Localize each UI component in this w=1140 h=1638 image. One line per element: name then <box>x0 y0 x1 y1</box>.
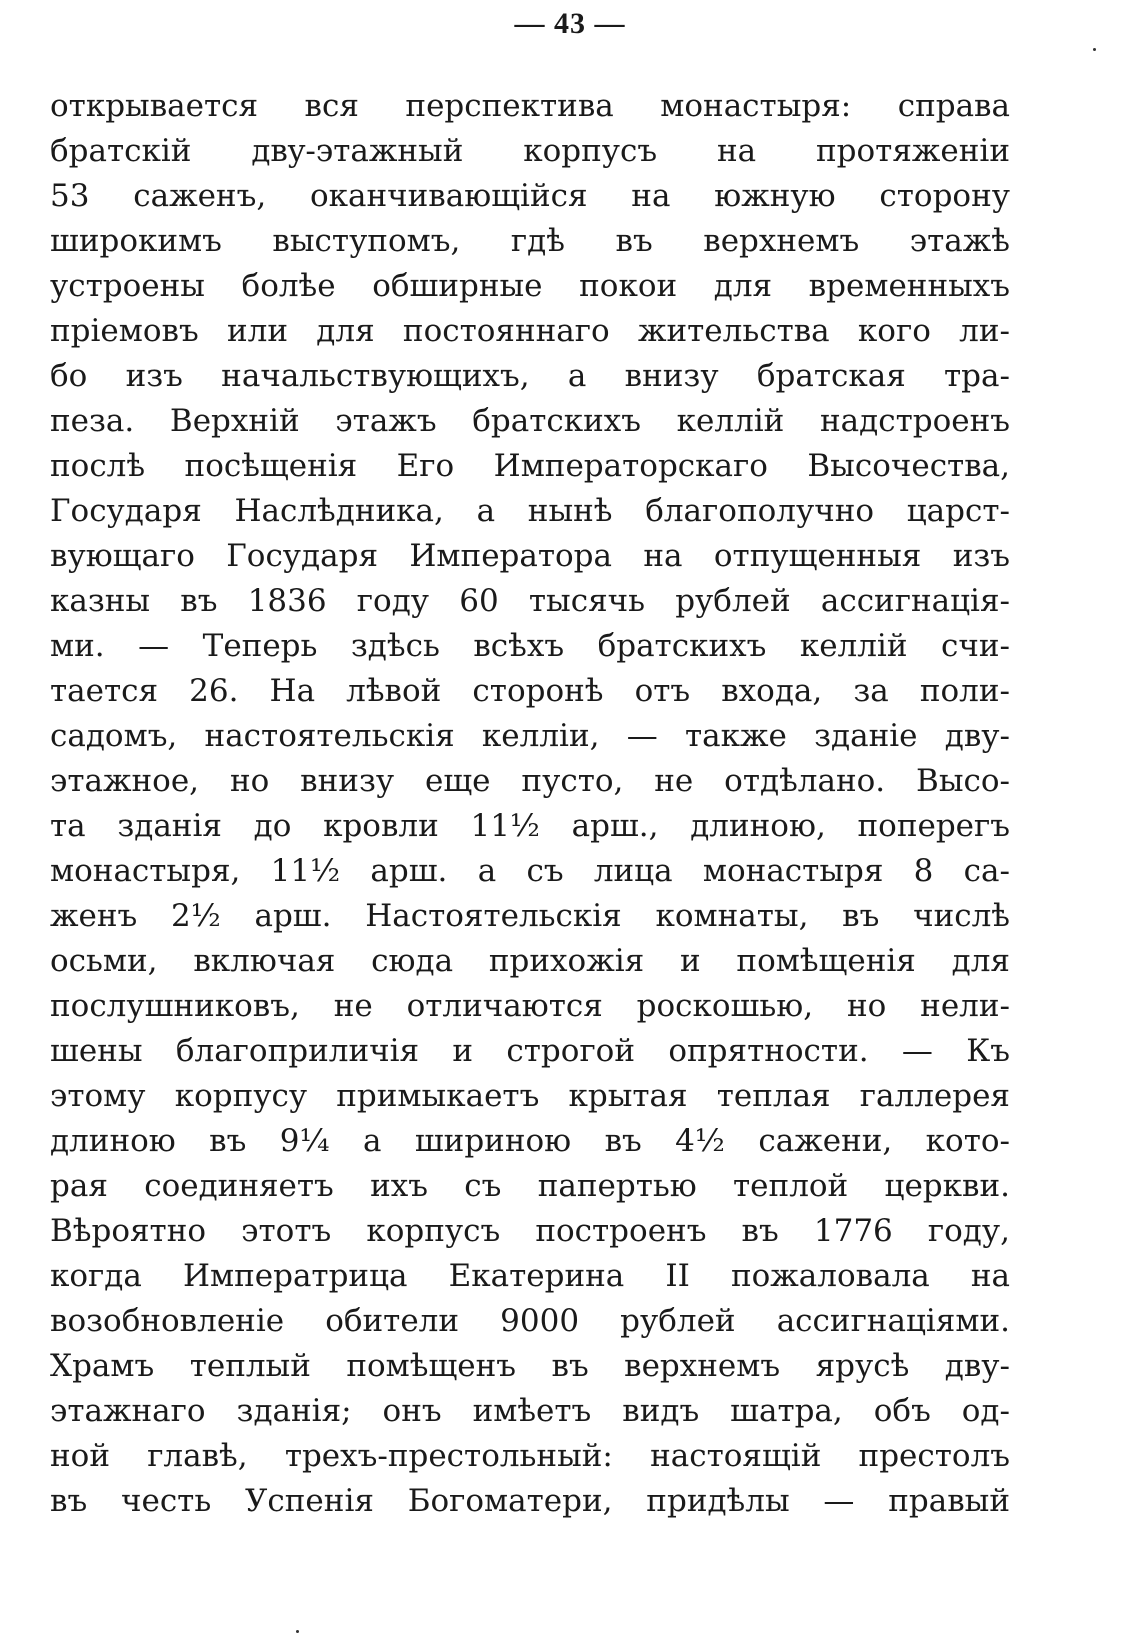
text-line: вующаго Государя Императора на отпущенныя изъ <box>50 538 1010 574</box>
text-line: рая соединяетъ ихъ съ папертью теплой церкви. <box>50 1168 1010 1204</box>
text-line: пеза. Верхній этажъ братскихъ келлій надстроенъ <box>50 403 1010 439</box>
text-line: Храмъ теплый помѣщенъ въ верхнемъ ярусѣ дву- <box>50 1348 1010 1384</box>
text-line: осьми, включая сюда прихожія и помѣщенія для <box>50 943 1010 979</box>
text-line: устроены болѣе обширные покои для временныхъ <box>50 268 1010 304</box>
text-line: шены благоприличія и строгой опрятности. — Къ <box>50 1033 1010 1069</box>
text-line: возобновленіе обители 9000 рублей ассигнаціями. <box>50 1303 1010 1339</box>
paper-speck <box>296 1630 299 1633</box>
text-line: 53 саженъ, оканчивающійся на южную сторону <box>50 178 1010 214</box>
text-line: ми. — Теперь здѣсь всѣхъ братскихъ келлій счи- <box>50 628 1010 664</box>
text-line: женъ 2½ арш. Настоятельскія комнаты, въ числѣ <box>50 898 1010 934</box>
text-line: пріемовъ или для постояннаго жительства кого ли- <box>50 313 1010 349</box>
paper-speck <box>1093 48 1096 51</box>
text-line: Государя Наслѣдника, а нынѣ благополучно царст- <box>50 493 1010 529</box>
text-line: широкимъ выступомъ, гдѣ въ верхнемъ этажѣ <box>50 223 1010 259</box>
text-line: ной главѣ, трехъ-престольный: настоящій престолъ <box>50 1438 1010 1474</box>
text-line: монастыря, 11½ арш. а съ лица монастыря 8 са- <box>50 853 1010 889</box>
text-line: братскій двy-этажный корпусъ на протяженіи <box>50 133 1010 169</box>
text-line: казны въ 1836 году 60 тысячь рублей ассигнація- <box>50 583 1010 619</box>
text-line: этажнаго зданія; онъ имѣетъ видъ шатра, объ од- <box>50 1393 1010 1429</box>
text-line: бо изъ начальствующихъ, а внизу братская тра- <box>50 358 1010 394</box>
text-line: тается 26. На лѣвой сторонѣ отъ входа, за поли- <box>50 673 1010 709</box>
text-line: послушниковъ, не отличаются роскошью, но нели- <box>50 988 1010 1024</box>
text-line: когда Императрица Екатерина II пожаловала на <box>50 1258 1010 1294</box>
text-line: садомъ, настоятельскія келліи, — также зданіе дву- <box>50 718 1010 754</box>
page-number: — 43 — <box>514 7 626 40</box>
text-line: длиною въ 9¼ а шириною въ 4½ сажени, кото- <box>50 1123 1010 1159</box>
text-line: открывается вся перспектива монастыря: справа <box>50 88 1010 124</box>
text-line: послѣ посѣщенія Его Императорскаго Высочества, <box>50 448 1010 484</box>
page-body-text <box>50 84 1010 1524</box>
text-line: та зданія до кровли 11½ арш., длиною, поперегъ <box>50 808 1010 844</box>
text-line: Вѣроятно этотъ корпусъ построенъ въ 1776 году, <box>50 1213 1010 1249</box>
text-line: въ честь Успенія Богоматери, придѣлы — правый <box>50 1483 1010 1519</box>
text-line: этажное, но внизу еще пусто, не отдѣлано. Высо- <box>50 763 1010 799</box>
text-line: этому корпусу примыкаетъ крытая теплая галлерея <box>50 1078 1010 1114</box>
